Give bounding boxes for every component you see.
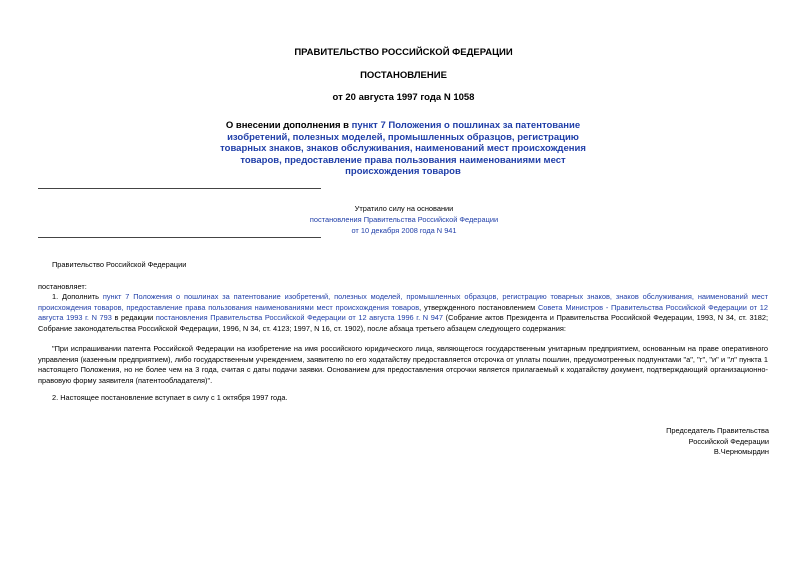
government-heading: ПРАВИТЕЛЬСТВО РОССИЙСКОЙ ФЕДЕРАЦИИ bbox=[294, 47, 513, 58]
item-1-text: , утвержденного постановлением bbox=[419, 302, 538, 312]
item-1-clause-link[interactable]: пункт 7 Положения о пошлинах за патентование изобретений, полезных моделей, промышленных образцов, регистрацию товарных знаков, знаков обслуживания, наименований мест происхождения товаров, предоставление права пользования наименованиями мест происхождения товаров bbox=[38, 292, 768, 312]
item-1-paragraph bbox=[38, 292, 768, 334]
expired-date-link[interactable]: от 10 декабря 2008 года N 941 bbox=[351, 226, 457, 235]
intro-paragraph: Правительство Российской Федерации bbox=[52, 260, 187, 269]
signature-org: Российской Федерации bbox=[688, 436, 769, 446]
document-title bbox=[220, 120, 586, 178]
signature-block bbox=[666, 426, 769, 458]
document-type: ПОСТАНОВЛЕНИЕ bbox=[360, 70, 447, 81]
divider-top bbox=[38, 188, 321, 189]
item-1-text: в редакции bbox=[111, 313, 156, 322]
item-1-prefix: 1. Дополнить bbox=[52, 292, 103, 301]
expired-resolution-link[interactable]: постановления Правительства Российской Федерации bbox=[309, 215, 499, 224]
divider-bottom bbox=[38, 237, 321, 238]
expired-line: Утратило силу на основании bbox=[354, 204, 454, 213]
item-1-rest: (Собрание актов Президента и Правительства Российской Федерации, 1993, N 34, ст. 3182; Собрание законодательства Российской Федерации, 1996, N 34, ст. 4123; 1997, N 16, ст. 1902), после абзаца третьего абзацем следующего содержания: bbox=[38, 313, 769, 333]
signature-name: В.Черномырдин bbox=[713, 447, 769, 456]
item-1-edition-link[interactable]: постановления Правительства Российской Федерации от 12 августа 1996 г. N 947 bbox=[155, 313, 444, 322]
expired-note bbox=[270, 203, 538, 236]
title-link[interactable]: пункт 7 Положения о пошлинах за патентование изобретений, полезных моделей, промышленных образцов, регистрацию товарных знаков, знаков обслуживания, наименований мест происхождения товаров, предоставление права пользования наименованиями мест происхождения товаров bbox=[220, 120, 586, 177]
quote-paragraph: "При испрашивании патента Российской Федерации на изобретение на имя российского юридического лица, являющегося государственным унитарным предприятием, основанным на праве оперативного управления (казенным предприятием), либо государственным учреждением, заявителю по его ходатайству предоставляется отсрочка от уплаты пошлин, предусмотренных подпунктами "а", "г", "и" и "л" пункта 1 настоящего Положения, но не более чем на 3 года, считая с даты подачи заявки. Основанием для предоставления отсрочки является прилагаемый к ходатайству документ, подтверждающий организационно-правовую форму заявителя (патентообладателя)". bbox=[38, 344, 768, 385]
resolves-paragraph: постановляет: bbox=[38, 282, 87, 291]
item-2-paragraph: 2. Настоящее постановление вступает в силу с 1 октября 1997 года. bbox=[52, 393, 288, 402]
title-prefix: О внесении дополнения в bbox=[225, 120, 352, 131]
document-date-number: от 20 августа 1997 года N 1058 bbox=[332, 92, 475, 103]
signature-title: Председатель Правительства bbox=[666, 426, 769, 435]
item-1-decree-link[interactable]: Совета Министров - Правительства Российской Федерации от 12 августа 1993 г. N 793 bbox=[38, 302, 768, 322]
